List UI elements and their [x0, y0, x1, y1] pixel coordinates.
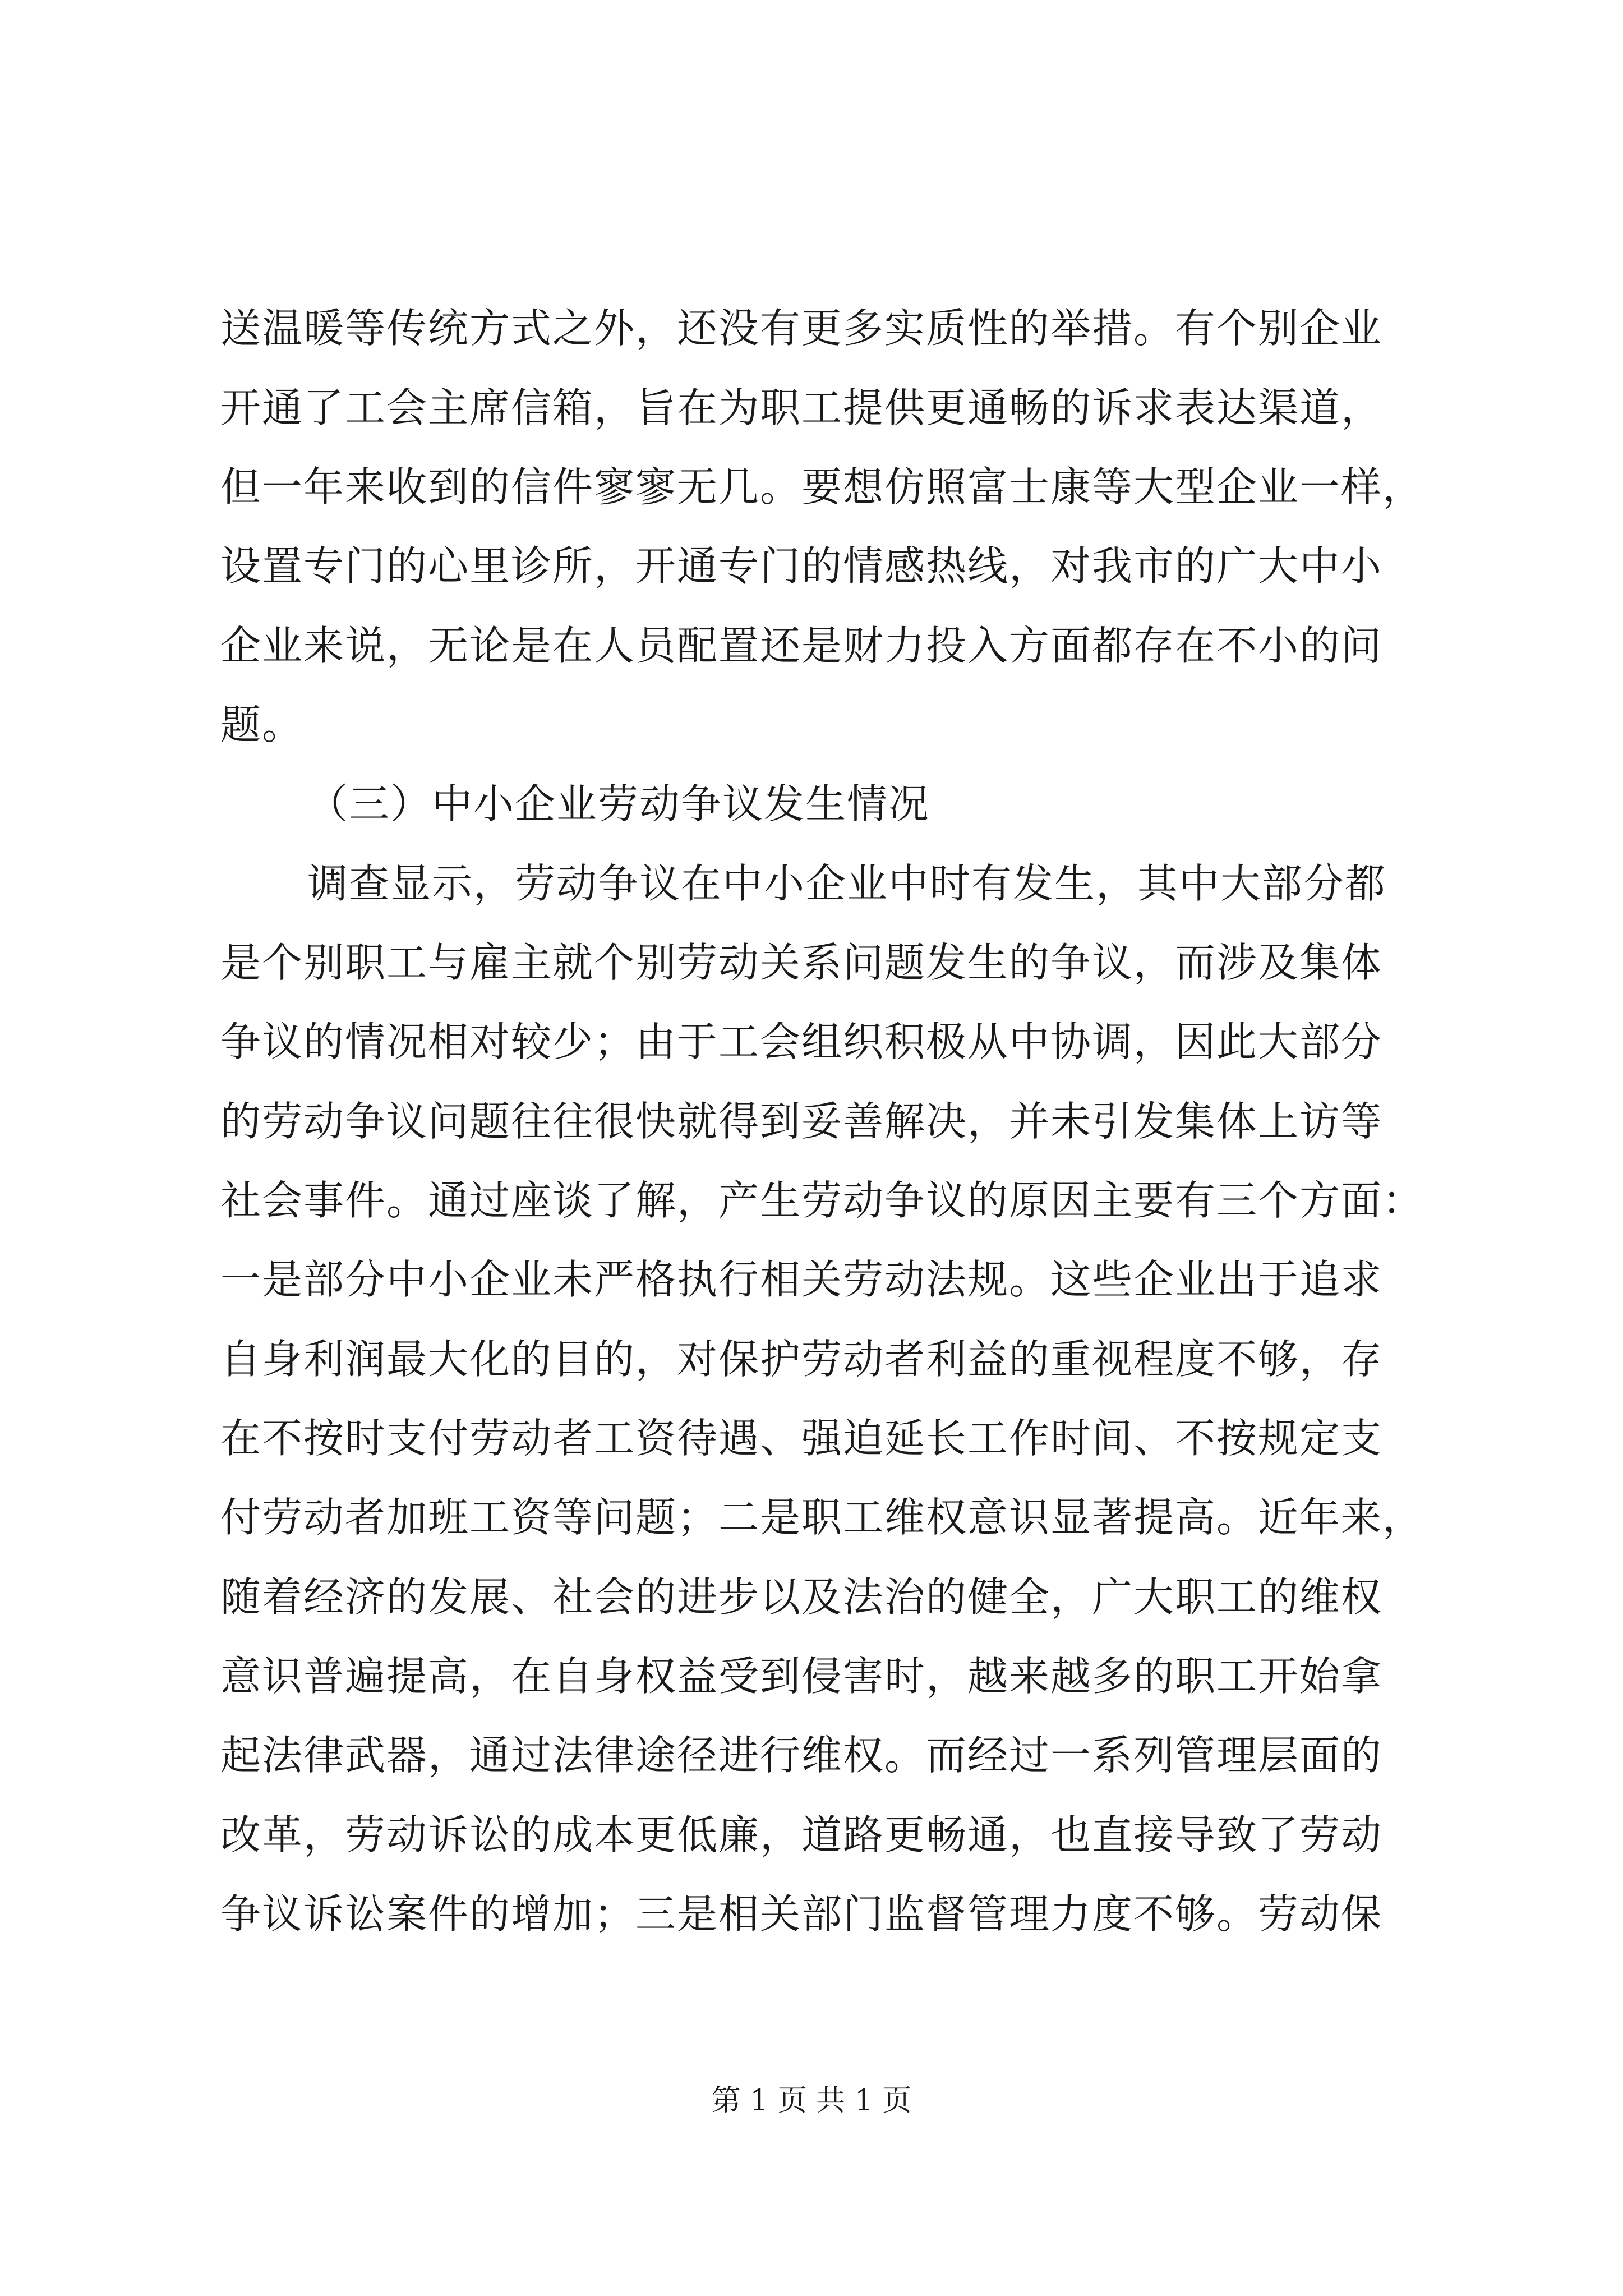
body-text-line: 的劳动争议问题往往很快就得到妥善解决，并未引发集体上访等	[220, 1098, 1383, 1145]
body-text-line: 开通了工会主席信箱，旨在为职工提供更通畅的诉求表达渠道，	[220, 384, 1383, 431]
body-text-line: 但一年来收到的信件寥寥无几。要想仿照富士康等大型企业一样，	[220, 463, 1424, 510]
page-footer: 第 1 页 共 1 页	[711, 2084, 912, 2118]
body-text-line: 送温暖等传统方式之外，还没有更多实质性的举措。有个别企业	[220, 305, 1383, 352]
body-text-line: 设置专门的心里诊所，开通专门的情感热线，对我市的广大中小	[220, 542, 1383, 590]
body-text-line: 在不按时支付劳动者工资待遇、强迫延长工作时间、不按规定支	[220, 1415, 1383, 1462]
body-text-line: 一是部分中小企业未严格执行相关劳动法规。这些企业出于追求	[220, 1256, 1383, 1303]
body-text-line: 自身利润最大化的目的，对保护劳动者利益的重视程度不够，存	[220, 1336, 1383, 1383]
body-text-line: 是个别职工与雇主就个别劳动关系问题发生的争议，而涉及集体	[220, 939, 1383, 986]
body-text-line: 意识普遍提高，在自身权益受到侵害时，越来越多的职工开始拿	[220, 1653, 1383, 1700]
body-text-line: 起法律武器，通过法律途径进行维权。而经过一系列管理层面的	[220, 1732, 1383, 1779]
section-heading: （三）中小企业劳动争议发生情况	[307, 780, 930, 827]
body-text-line: 争议诉讼案件的增加；三是相关部门监督管理力度不够。劳动保	[220, 1890, 1383, 1938]
body-text-line: 企业来说，无论是在人员配置还是财力投入方面都存在不小的问	[220, 622, 1383, 669]
body-text-line: 调查显示，劳动争议在中小企业中时有发生，其中大部分都	[307, 860, 1387, 907]
body-text-line: 改革，劳动诉讼的成本更低廉，道路更畅通，也直接导致了劳动	[220, 1811, 1383, 1858]
body-text-line: 争议的情况相对较少；由于工会组织积极从中协调，因此大部分	[220, 1018, 1383, 1065]
body-text-line: 社会事件。通过座谈了解，产生劳动争议的原因主要有三个方面：	[220, 1177, 1424, 1224]
body-text-line: 题。	[220, 701, 304, 748]
body-text-line: 随着经济的发展、社会的进步以及法治的健全，广大职工的维权	[220, 1573, 1383, 1621]
body-text-line: 付劳动者加班工资等问题；二是职工维权意识显著提高。近年来，	[220, 1494, 1424, 1541]
